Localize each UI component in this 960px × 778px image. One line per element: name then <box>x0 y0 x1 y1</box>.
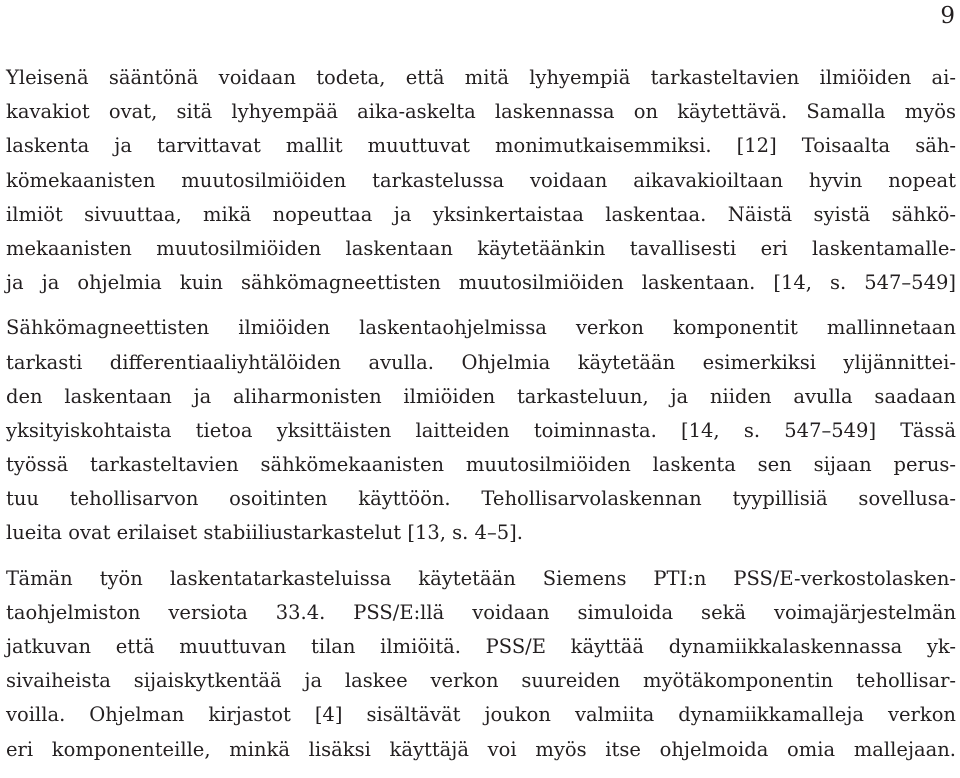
text-line: työssä tarkasteltavien sähkömekaanisten muutosilmiöiden laskenta sen sijaan perus- <box>6 453 956 477</box>
text-line: mekaanisten muutosilmiöiden laskentaan käytetäänkin tavallisesti eri laskentamalle- <box>6 236 956 260</box>
text-line: yksityiskohtaista tietoa yksittäisten laitteiden toiminnasta. [14, s. 547–549] Tässä <box>6 418 956 442</box>
text-line: taohjelmiston versiota 33.4. PSS/E:llä voidaan simuloida sekä voimajärjestelmän <box>6 600 956 624</box>
paragraph-1 <box>6 61 956 300</box>
text-line: sivaiheista sijaiskytkentää ja laskee verkon suureiden myötäkomponentin tehollisar- <box>6 669 956 693</box>
text-line: kömekaanisten muutosilmiöiden tarkastelussa voidaan aikavakioiltaan hyvin nopeat <box>6 168 956 192</box>
text-line: tarkasti differentiaaliyhtälöiden avulla. Ohjelmia käytetään esimerkiksi ylijännittei- <box>6 350 956 374</box>
paragraph-2 <box>6 311 956 550</box>
text-line: ja ja ohjelmia kuin sähkömagneettisten muutosilmiöiden laskentaan. [14, s. 547–549] <box>6 271 956 295</box>
page-number: 9 <box>940 3 955 29</box>
text-line: jatkuvan että muuttuvan tilan ilmiöitä. PSS/E käyttää dynamiikkalaskennassa yk- <box>6 635 956 658</box>
text-line: Tämän työn laskentatarkasteluissa käytetään Siemens PTI:n PSS/E-verkostolasken- <box>6 566 956 590</box>
text-line: den laskentaan ja aliharmonisten ilmiöiden tarkasteluun, ja niiden avulla saadaan <box>6 384 956 408</box>
text-line: Sähkömagneettisten ilmiöiden laskentaohjelmissa verkon komponentit mallinnetaan <box>6 316 956 340</box>
text-line: Yleisenä sääntönä voidaan todeta, että mitä lyhyempiä tarkasteltavien ilmiöiden ai- <box>6 66 956 89</box>
text-line: lueita ovat erilaiset stabiiliustarkastelut [13, s. 4–5]. <box>6 521 523 545</box>
text-line: ilmiöt sivuuttaa, mikä nopeuttaa ja yksinkertaistaa laskentaa. Näistä syistä sähkö- <box>6 202 956 226</box>
text-line: voilla. Ohjelman kirjastot [4] sisältävät joukon valmiita dynamiikkamalleja verkon <box>6 703 956 727</box>
body-text <box>6 61 956 778</box>
text-line: kavakiot ovat, sitä lyhyempää aika-askelta laskennassa on käytettävä. Samalla myös <box>6 100 956 124</box>
text-line: tuu tehollisarvon osoitinten käyttöön. Tehollisarvolaskennan tyypillisiä sovellusa- <box>6 487 956 511</box>
text-line: eri komponenteille, minkä lisäksi käyttäjä voi myös itse ohjelmoida omia mallejaan. <box>6 737 956 761</box>
paragraph-3 <box>6 562 956 767</box>
text-line: laskenta ja tarvittavat mallit muuttuvat monimutkaisemmiksi. [12] Toisaalta säh- <box>6 134 956 158</box>
